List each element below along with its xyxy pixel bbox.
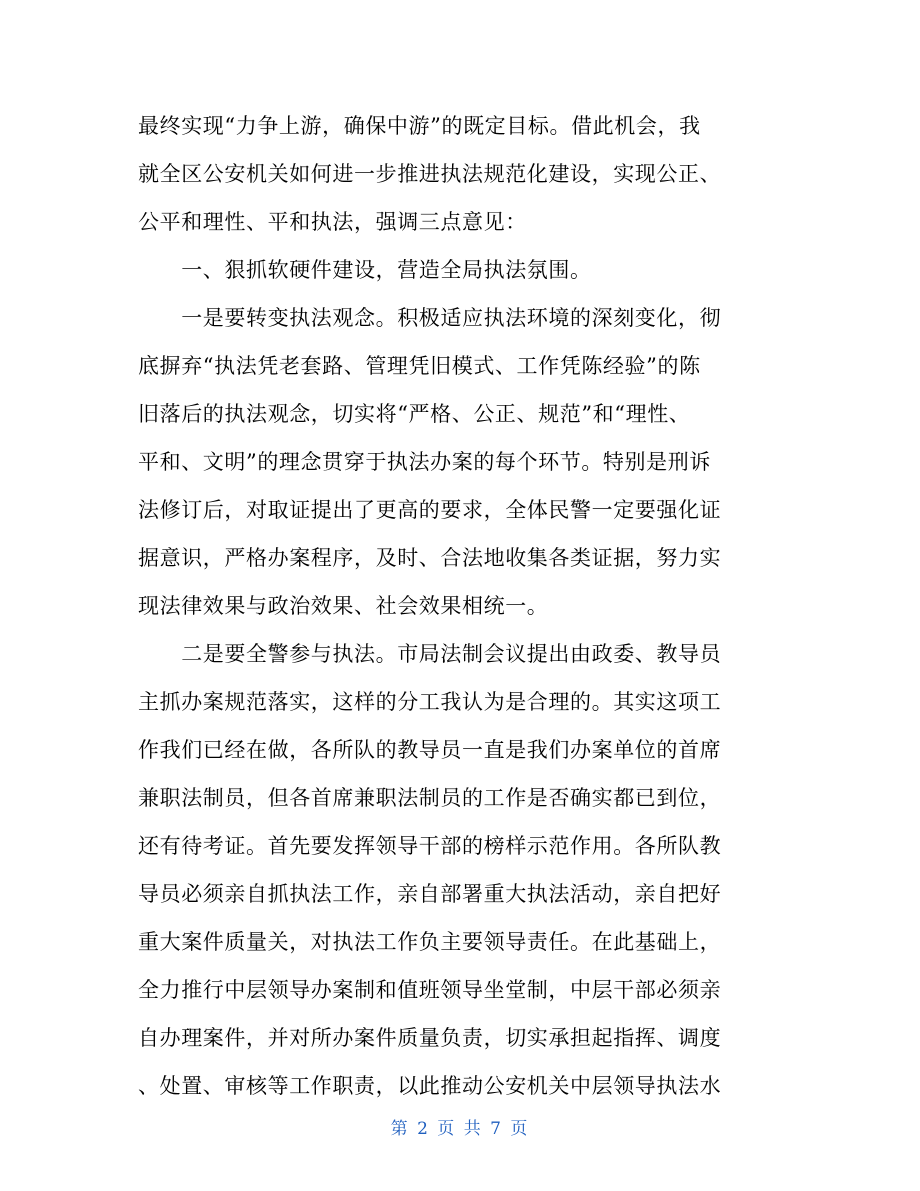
page-number-footer: 第 2 页 共 7 页 xyxy=(390,1119,530,1139)
body-line: 、处置、审核等工作职责，以此推动公安机关中层领导执法水 xyxy=(138,1074,722,1098)
body-line: 作我们已经在做，各所队的教导员一直是我们办案单位的首席 xyxy=(138,738,722,762)
body-line: 旧落后的执法观念，切实将“严格、公正、规范”和“理性、 xyxy=(138,402,691,426)
section-heading: 一、狠抓软硬件建设，营造全局执法氛围。 xyxy=(138,258,592,282)
body-line: 二是要全警参与执法。市局法制会议提出由政委、教导员 xyxy=(138,642,722,666)
body-line: 主抓办案规范落实，这样的分工我认为是合理的。其实这项工 xyxy=(138,690,722,714)
body-line: 平和、文明”的理念贯穿于执法办案的每个环节。特别是刑诉 xyxy=(138,450,711,474)
body-line: 就全区公安机关如何进一步推进执法规范化建设，实现公正、 xyxy=(138,162,722,186)
body-line: 导员必须亲自抓执法工作，亲自部署重大执法活动，亲自把好 xyxy=(138,882,722,906)
body-line: 还有待考证。首先要发挥领导干部的榜样示范作用。各所队教 xyxy=(138,834,722,858)
body-line: 最终实现“力争上游，确保中游”的既定目标。借此机会，我 xyxy=(138,114,701,138)
body-line: 一是要转变执法观念。积极适应执法环境的深刻变化，彻 xyxy=(138,306,722,330)
body-line: 据意识，严格办案程序，及时、合法地收集各类证据，努力实 xyxy=(138,546,722,570)
body-line: 自办理案件，并对所办案件质量负责，切实承担起指挥、调度 xyxy=(138,1026,722,1050)
body-line: 现法律效果与政治效果、社会效果相统一。 xyxy=(138,594,549,618)
body-line: 底摒弃“执法凭老套路、管理凭旧模式、工作凭陈经验”的陈 xyxy=(138,354,701,378)
body-line: 重大案件质量关，对执法工作负主要领导责任。在此基础上， xyxy=(138,930,722,954)
body-line: 全力推行中层领导办案制和值班领导坐堂制，中层干部必须亲 xyxy=(138,978,722,1002)
body-line: 公平和理性、平和执法，强调三点意见： xyxy=(138,210,527,234)
body-line: 兼职法制员，但各首席兼职法制员的工作是否确实都已到位， xyxy=(138,786,722,810)
body-line: 法修订后，对取证提出了更高的要求，全体民警一定要强化证 xyxy=(138,498,722,522)
